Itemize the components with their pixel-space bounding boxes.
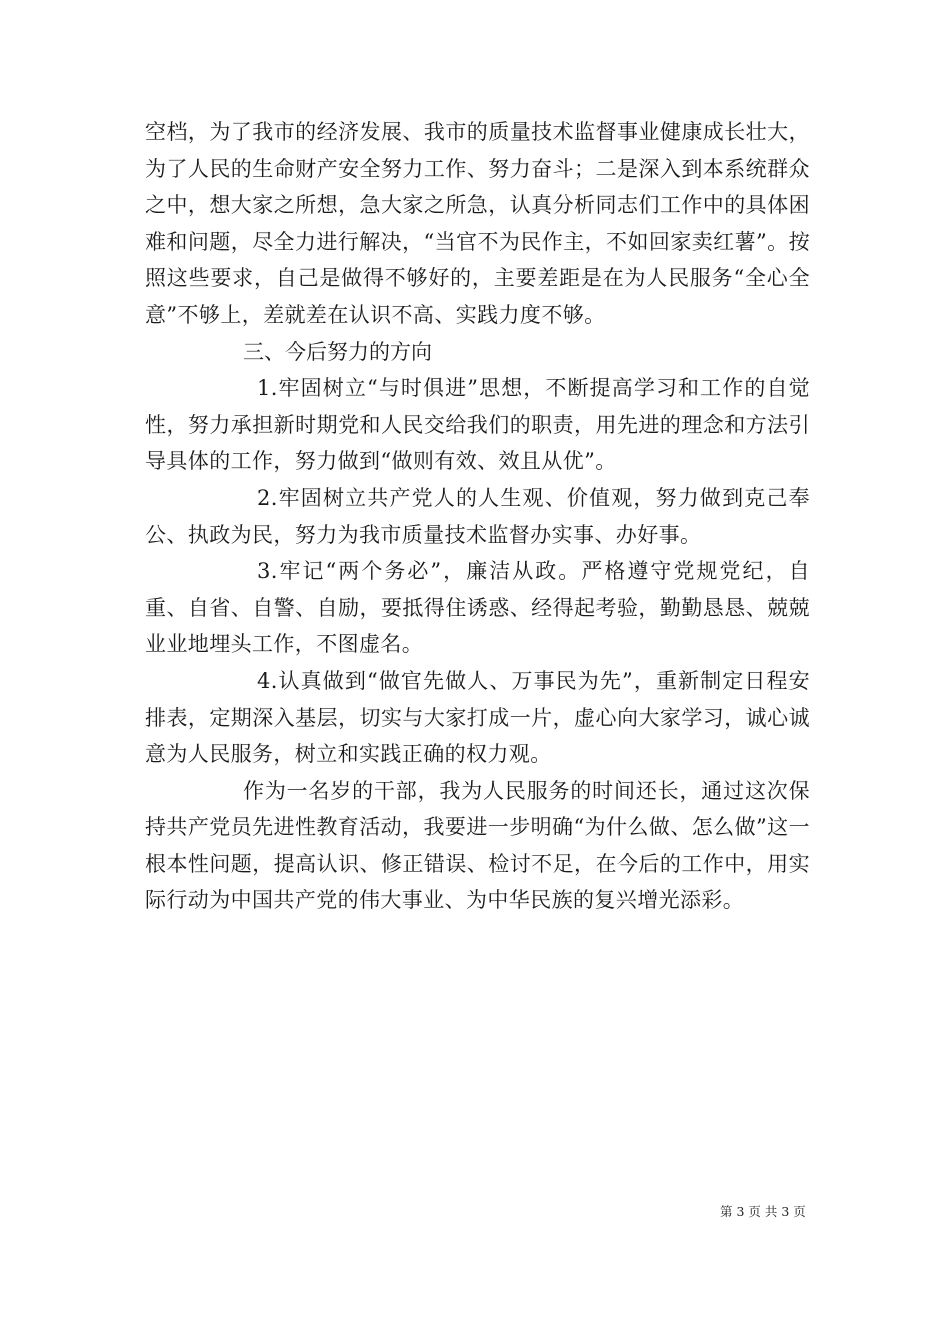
paragraph-continued: 空档，为了我市的经济发展、我市的质量技术监督事业健康成长壮大，为了人民的生命财产安全努力工作、努力奋斗；二是深入到本系统群众之中，想大家之所想，急大家之所急，认真分析同志们工作中的具体困难和问题，尽全力进行解决，“当官不为民作主，不如回家卖红薯”。按照这些要求，自己是做得不够好的，主要差距是在为人民服务“全心全意”不够上，差就差在认识不高、实践力度不够。 xyxy=(145,120,810,327)
closing-paragraph: 作为一名岁的干部，我为人民服务的时间还长，通过这次保持共产党员先进性教育活动，我要进一步明确“为什么做、怎么做”这一根本性问题，提高认识、修正错误、检讨不足，在今后的工作中，用实际行动为中国共产党的伟大事业、为中华民族的复兴增光添彩。 xyxy=(145,778,810,913)
list-item: 4.认真做到“做官先做人、万事民为先”，重新制定日程安排表，定期深入基层，切实与大家打成一片，虚心向大家学习，诚心诚意为人民服务，树立和实践正确的权力观。 xyxy=(145,668,810,767)
document-body xyxy=(145,114,810,919)
list-item: 2.牢固树立共产党人的人生观、价值观，努力做到克己奉公、执政为民，努力为我市质量技术监督办实事、办好事。 xyxy=(145,485,810,547)
list-item: 1.牢固树立“与时俱进”思想，不断提高学习和工作的自觉性，努力承担新时期党和人民交给我们的职责，用先进的理念和方法引导具体的工作，努力做到“做则有效、效且从优”。 xyxy=(145,376,810,474)
section-heading: 三、今后努力的方向 xyxy=(243,339,432,364)
list-item: 3.牢记“两个务必”，廉洁从政。严格遵守党规党纪，自重、自省、自警、自励，要抵得住诱惑、经得起考验，勤勤恳恳、兢兢业业地埋头工作，不图虚名。 xyxy=(145,559,810,657)
page-number: 第 3 页 共 3 页 xyxy=(720,1204,806,1219)
